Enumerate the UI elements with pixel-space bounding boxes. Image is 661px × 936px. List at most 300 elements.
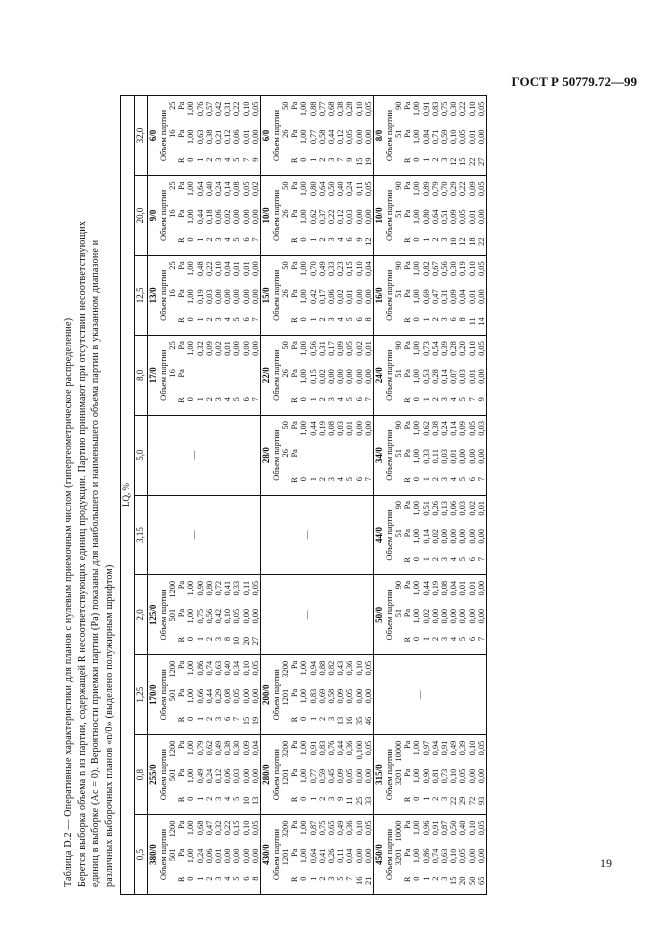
value: 0,76 xyxy=(195,101,205,117)
value: Pa xyxy=(177,660,187,670)
value: 0,58 xyxy=(327,688,337,704)
value: 15 xyxy=(354,157,364,166)
value: 0,06 xyxy=(449,501,459,516)
value: 0,70 xyxy=(308,261,318,276)
value: 3 xyxy=(440,237,450,242)
value: 0,26 xyxy=(430,501,440,516)
value: 15 xyxy=(241,716,251,726)
value: Pa xyxy=(290,261,300,270)
value: 0,00 xyxy=(458,608,468,624)
spacer xyxy=(394,796,403,810)
value: 1,00 xyxy=(186,688,196,704)
value: 7 xyxy=(467,397,477,402)
value: 0,00 xyxy=(241,608,251,624)
lot-size-label: Объем партии xyxy=(271,828,282,881)
value: 1 xyxy=(308,876,318,881)
value: 0,31 xyxy=(317,341,327,356)
value: 2 xyxy=(204,237,214,242)
plan-cell xyxy=(261,815,374,895)
value: 0,05 xyxy=(458,209,468,225)
plan-cell xyxy=(374,415,487,495)
value: 0,05 xyxy=(232,608,242,624)
plan-cell xyxy=(148,575,261,655)
value: 1 xyxy=(421,157,431,162)
value: Pa xyxy=(290,820,300,829)
lot-size-label: Объем партии xyxy=(271,109,282,162)
value: 0,24 xyxy=(440,421,450,436)
value: Pa xyxy=(403,501,413,510)
value: 9 xyxy=(476,397,486,402)
spacer xyxy=(394,476,403,490)
value: 1,00 xyxy=(412,580,422,596)
value: 4 xyxy=(336,397,346,402)
value: 4 xyxy=(449,557,459,562)
value: 0,06 xyxy=(214,209,224,225)
spacer xyxy=(168,636,177,650)
value: 5 xyxy=(232,317,242,322)
value: 3 xyxy=(327,237,337,242)
value: 0,04 xyxy=(449,580,459,596)
value: 0,63 xyxy=(440,848,450,864)
table-row xyxy=(374,96,487,895)
value: 0,83 xyxy=(430,101,440,117)
lot-size-label: Объем партии xyxy=(384,509,395,561)
spacer xyxy=(281,716,290,730)
value: 0,04 xyxy=(250,740,260,756)
value: 12 xyxy=(363,237,373,246)
value: Pa xyxy=(403,289,413,298)
sampling-plan: 430/0 xyxy=(261,844,272,865)
value: 1 xyxy=(308,237,318,242)
plan-cell xyxy=(148,415,261,495)
value: 2 xyxy=(430,477,440,482)
value: 0,03 xyxy=(345,209,355,225)
value: 0,05 xyxy=(232,688,242,704)
value: 1 xyxy=(195,317,205,322)
value: 0,51 xyxy=(440,209,450,225)
value: Pa xyxy=(177,341,187,350)
oc-values xyxy=(394,416,486,495)
value: 0,01 xyxy=(345,421,355,436)
value: 0,09 xyxy=(467,181,477,197)
caption-line: различных выборочных планов «n/0» (выделено полужирным шрифтом) xyxy=(103,564,115,887)
value: 0,12 xyxy=(336,209,346,225)
value: 5 xyxy=(336,876,346,881)
lot-size-label: Объем партии xyxy=(158,109,168,162)
value: 2 xyxy=(317,796,327,801)
value: 1,00 xyxy=(412,740,422,756)
value: 3 xyxy=(327,157,337,162)
value: 0,09 xyxy=(449,289,459,304)
value: 0,06 xyxy=(204,848,214,864)
value: 0,03 xyxy=(458,501,468,516)
sampling-plan: 200/0 xyxy=(261,684,272,706)
value: 0,10 xyxy=(241,101,251,117)
value: 7 xyxy=(250,397,260,402)
value: 9 xyxy=(354,237,364,242)
value: 0,24 xyxy=(345,181,355,197)
value: 3 xyxy=(327,876,337,881)
oc-values xyxy=(168,655,260,734)
plan-cell xyxy=(148,815,261,895)
spacer xyxy=(394,876,403,890)
sampling-plan: 6/0 xyxy=(261,129,272,142)
value: 0,00 xyxy=(250,289,260,304)
value: 1 xyxy=(421,636,431,642)
value: 3 xyxy=(440,317,450,322)
sampling-plan: 10/0 xyxy=(261,207,272,224)
value: 0,08 xyxy=(223,688,233,704)
value: 1,00 xyxy=(412,209,422,225)
caption-line: Таблица D.2 — Оперативные характеристики для планов с нулевым приемочным числом (гипергеометрическое распределение) xyxy=(63,317,74,887)
value: 51 xyxy=(394,608,404,618)
value: R xyxy=(177,796,187,803)
value: Pa xyxy=(177,848,187,857)
lot-size-label: Объем партии xyxy=(384,349,395,401)
value: 16 xyxy=(168,369,177,378)
value: Pa xyxy=(177,289,187,298)
value: 0,00 xyxy=(232,209,242,225)
value: 0,00 xyxy=(476,449,486,464)
value: 4 xyxy=(336,237,346,242)
value: Pa xyxy=(290,848,300,857)
value: 2 xyxy=(430,796,440,801)
value: 4 xyxy=(223,157,233,162)
value: 1,00 xyxy=(412,181,422,197)
value: 1,00 xyxy=(299,740,309,756)
value: 1200 xyxy=(168,660,177,678)
value: 0,10 xyxy=(241,660,251,676)
value: 90 xyxy=(394,501,404,510)
lq-value: 12,5 xyxy=(135,255,148,335)
value: 0 xyxy=(186,317,196,322)
value: R xyxy=(177,317,187,323)
value: 0,00 xyxy=(476,129,486,145)
value: 0,39 xyxy=(458,740,468,756)
value: 51 xyxy=(394,449,404,458)
value: 0,10 xyxy=(354,660,364,676)
value: 5 xyxy=(345,397,355,402)
value: 0,87 xyxy=(308,820,318,836)
value: Pa xyxy=(290,341,300,350)
lot-size-label: Объем партии xyxy=(158,669,168,721)
value: 0,28 xyxy=(449,341,459,356)
plan-cell xyxy=(261,575,374,655)
value: Pa xyxy=(177,181,187,190)
value: 0,00 xyxy=(363,421,373,436)
value: 0,53 xyxy=(421,369,431,384)
value: 0,84 xyxy=(421,129,431,145)
value: Pa xyxy=(403,129,413,138)
value: 3200 xyxy=(281,740,291,758)
plan-cell xyxy=(261,655,374,735)
value: 1,00 xyxy=(412,341,422,356)
value: 0,96 xyxy=(421,820,431,836)
value: 0,00 xyxy=(336,369,346,384)
value: 0,09 xyxy=(458,421,468,436)
oc-values xyxy=(394,815,486,894)
value: 3 xyxy=(327,317,337,322)
spacer xyxy=(281,796,290,810)
value: R xyxy=(403,796,413,803)
value: 0,63 xyxy=(214,660,224,676)
value: 0,69 xyxy=(421,289,431,304)
value: 1 xyxy=(421,317,431,322)
value: 1 xyxy=(421,237,431,242)
value: 0,36 xyxy=(345,660,355,676)
value: 0,10 xyxy=(354,820,364,836)
value: 18 xyxy=(467,237,477,246)
value: 5 xyxy=(458,397,468,402)
value: 0,77 xyxy=(308,129,318,145)
value: 0,05 xyxy=(458,129,468,145)
lot-size-label: Объем партии xyxy=(384,589,395,641)
value: Pa xyxy=(177,768,187,778)
value: Pa xyxy=(290,688,300,698)
value: 6 xyxy=(354,397,364,402)
value: 0,26 xyxy=(327,848,337,864)
lot-size-label: Объем партии xyxy=(158,749,168,801)
lq-value: 20,0 xyxy=(135,175,148,255)
lot-size-label: Объем партии xyxy=(384,269,395,321)
value: 0,67 xyxy=(430,261,440,276)
sampling-plan: 255/0 xyxy=(148,764,158,785)
value: Pa xyxy=(403,181,413,190)
value: 1200 xyxy=(168,740,177,758)
value: 0 xyxy=(299,157,309,162)
value: 0,01 xyxy=(458,580,468,596)
value: R xyxy=(403,157,413,164)
value: 0,42 xyxy=(308,289,318,304)
value: 0,00 xyxy=(354,688,364,704)
value: 0,19 xyxy=(430,580,440,596)
value: 0,43 xyxy=(336,660,346,676)
value: R xyxy=(403,557,413,563)
value: 0,00 xyxy=(467,768,477,784)
value: 4 xyxy=(449,636,459,642)
value: 1201 xyxy=(281,768,291,786)
value: 3 xyxy=(440,876,450,881)
value: 3 xyxy=(440,477,450,482)
value: 0,02 xyxy=(317,369,327,384)
value: 0,03 xyxy=(476,421,486,436)
sampling-plan: 380/0 xyxy=(148,844,158,865)
value: 0,70 xyxy=(440,181,450,197)
value: 1 xyxy=(421,477,431,482)
sampling-plan: 44/0 xyxy=(374,526,385,543)
value: 0,11 xyxy=(354,181,364,196)
value: 35 xyxy=(354,716,364,726)
value: 1,00 xyxy=(299,261,309,276)
value: 0,00 xyxy=(354,848,364,864)
value: 8 xyxy=(458,317,468,322)
spacer xyxy=(168,236,177,250)
value: 0 xyxy=(186,636,196,642)
value: 0,38 xyxy=(430,421,440,436)
sampling-plan: 24/0 xyxy=(374,367,385,384)
lot-size-label: Объем партии xyxy=(384,429,395,481)
value: 0,00 xyxy=(476,848,486,864)
value: 0,77 xyxy=(317,101,327,117)
plan-cell xyxy=(148,495,261,575)
plan-cell xyxy=(374,175,487,255)
value: 3 xyxy=(327,716,337,721)
value: 0,09 xyxy=(449,209,459,225)
value: 0,05 xyxy=(345,129,355,145)
no-plan-dash: — xyxy=(414,690,425,700)
value: 6 xyxy=(449,317,459,322)
oc-values xyxy=(394,735,486,814)
value: 1 xyxy=(308,477,318,482)
value: 1,00 xyxy=(412,289,422,304)
value: 1,00 xyxy=(412,261,422,276)
value: 0,00 xyxy=(232,289,242,304)
spacer xyxy=(281,476,290,490)
sampling-plan: 125/0 xyxy=(148,604,158,626)
value: 90 xyxy=(394,421,404,430)
value: 0,05 xyxy=(250,660,260,676)
spacer xyxy=(394,236,403,250)
table-row xyxy=(261,96,374,895)
value: 0,64 xyxy=(195,181,205,197)
sampling-plan: 170/0 xyxy=(148,684,158,706)
value: 51 xyxy=(394,289,404,298)
value: 0,14 xyxy=(449,421,459,436)
value: 0,64 xyxy=(317,181,327,197)
value: 1,00 xyxy=(186,768,196,784)
value: 0,05 xyxy=(476,261,486,276)
sampling-plan: 280/0 xyxy=(261,764,272,785)
value: 6 xyxy=(345,237,355,242)
value: 0,10 xyxy=(241,820,251,836)
value: 0,00 xyxy=(241,341,251,356)
value: 0,00 xyxy=(250,209,260,225)
value: 3 xyxy=(440,397,450,402)
value: 4 xyxy=(223,317,233,322)
oc-values xyxy=(281,96,373,175)
value: 0,00 xyxy=(241,848,251,864)
value: 29 xyxy=(458,796,468,806)
value: 0,71 xyxy=(430,129,440,145)
value: 1,00 xyxy=(412,768,422,784)
value: 51 xyxy=(394,369,404,378)
value: 0,00 xyxy=(250,848,260,864)
value: 0,10 xyxy=(467,740,477,756)
value: 1,00 xyxy=(299,848,309,864)
value: 1,00 xyxy=(299,289,309,304)
value: 5 xyxy=(345,317,355,322)
value: 1201 xyxy=(281,848,291,866)
value: 0 xyxy=(412,477,422,482)
value: 0 xyxy=(299,477,309,482)
value: 0,22 xyxy=(458,101,468,117)
value: 2 xyxy=(430,317,440,322)
value: 7 xyxy=(363,397,373,402)
value: Pa xyxy=(177,261,187,270)
spacer xyxy=(168,157,177,171)
value: 3 xyxy=(327,477,337,482)
value: 0,49 xyxy=(214,740,224,756)
value xyxy=(345,448,354,476)
value: 2 xyxy=(430,237,440,242)
value: 0,34 xyxy=(232,660,242,676)
value: 0,17 xyxy=(327,341,337,356)
value: 8 xyxy=(363,317,373,322)
lq-value: 8,0 xyxy=(135,335,148,415)
value: 0,39 xyxy=(440,341,450,356)
value xyxy=(355,448,364,476)
value: 0,11 xyxy=(241,580,251,596)
value: 0,02 xyxy=(354,341,364,356)
value: Pa xyxy=(177,688,187,698)
value: 2 xyxy=(204,876,214,881)
value: 0,36 xyxy=(345,740,355,756)
value: 1,00 xyxy=(412,101,422,117)
value: 2 xyxy=(204,796,214,801)
value: 5 xyxy=(232,237,242,242)
value: 0,10 xyxy=(223,608,233,624)
spacer xyxy=(168,876,177,890)
value: 0,79 xyxy=(430,181,440,197)
value: 0,00 xyxy=(449,608,459,624)
value: 15 xyxy=(458,157,468,166)
value: R xyxy=(403,317,413,323)
value: 0,00 xyxy=(214,289,224,304)
value: 0,45 xyxy=(327,768,337,784)
value: 2 xyxy=(430,157,440,162)
value: 5 xyxy=(232,157,242,162)
value: 0,05 xyxy=(345,341,355,356)
oc-values xyxy=(168,336,260,415)
value: 0,10 xyxy=(354,101,364,117)
value: 2 xyxy=(317,157,327,162)
value: 5 xyxy=(232,876,242,881)
value: 0,94 xyxy=(308,660,318,676)
plan-cell xyxy=(374,495,487,575)
value xyxy=(318,448,327,476)
value: 0,00 xyxy=(476,529,486,544)
value: 0 xyxy=(299,397,309,402)
standard-header: ГОСТ Р 50779.72—99 xyxy=(511,74,637,89)
value: 5 xyxy=(458,477,468,482)
value: 0,01 xyxy=(214,848,224,864)
value: 0,01 xyxy=(449,449,459,464)
value: 0,88 xyxy=(317,660,327,676)
value: 27 xyxy=(250,636,260,646)
spacer xyxy=(394,556,403,570)
no-plan-dash: — xyxy=(301,610,312,620)
value: 46 xyxy=(363,716,373,726)
value: 3 xyxy=(440,636,450,642)
value: 0,05 xyxy=(363,181,373,197)
lot-size-label: Объем партии xyxy=(271,189,282,242)
value: 1 xyxy=(195,157,205,162)
value: Pa xyxy=(403,101,413,110)
value: 0,12 xyxy=(223,129,233,145)
value: 5 xyxy=(345,477,355,482)
oc-values xyxy=(281,176,373,255)
value: 11 xyxy=(345,796,355,805)
value: 0,00 xyxy=(354,289,364,304)
value: 0,49 xyxy=(449,740,459,756)
value: 2 xyxy=(204,317,214,322)
value: 10 xyxy=(241,796,251,806)
plan-cell xyxy=(148,175,261,255)
value: 0,09 xyxy=(241,740,251,756)
plan-cell xyxy=(148,335,261,415)
value: 72 xyxy=(467,796,477,806)
value: 0,01 xyxy=(467,580,477,596)
